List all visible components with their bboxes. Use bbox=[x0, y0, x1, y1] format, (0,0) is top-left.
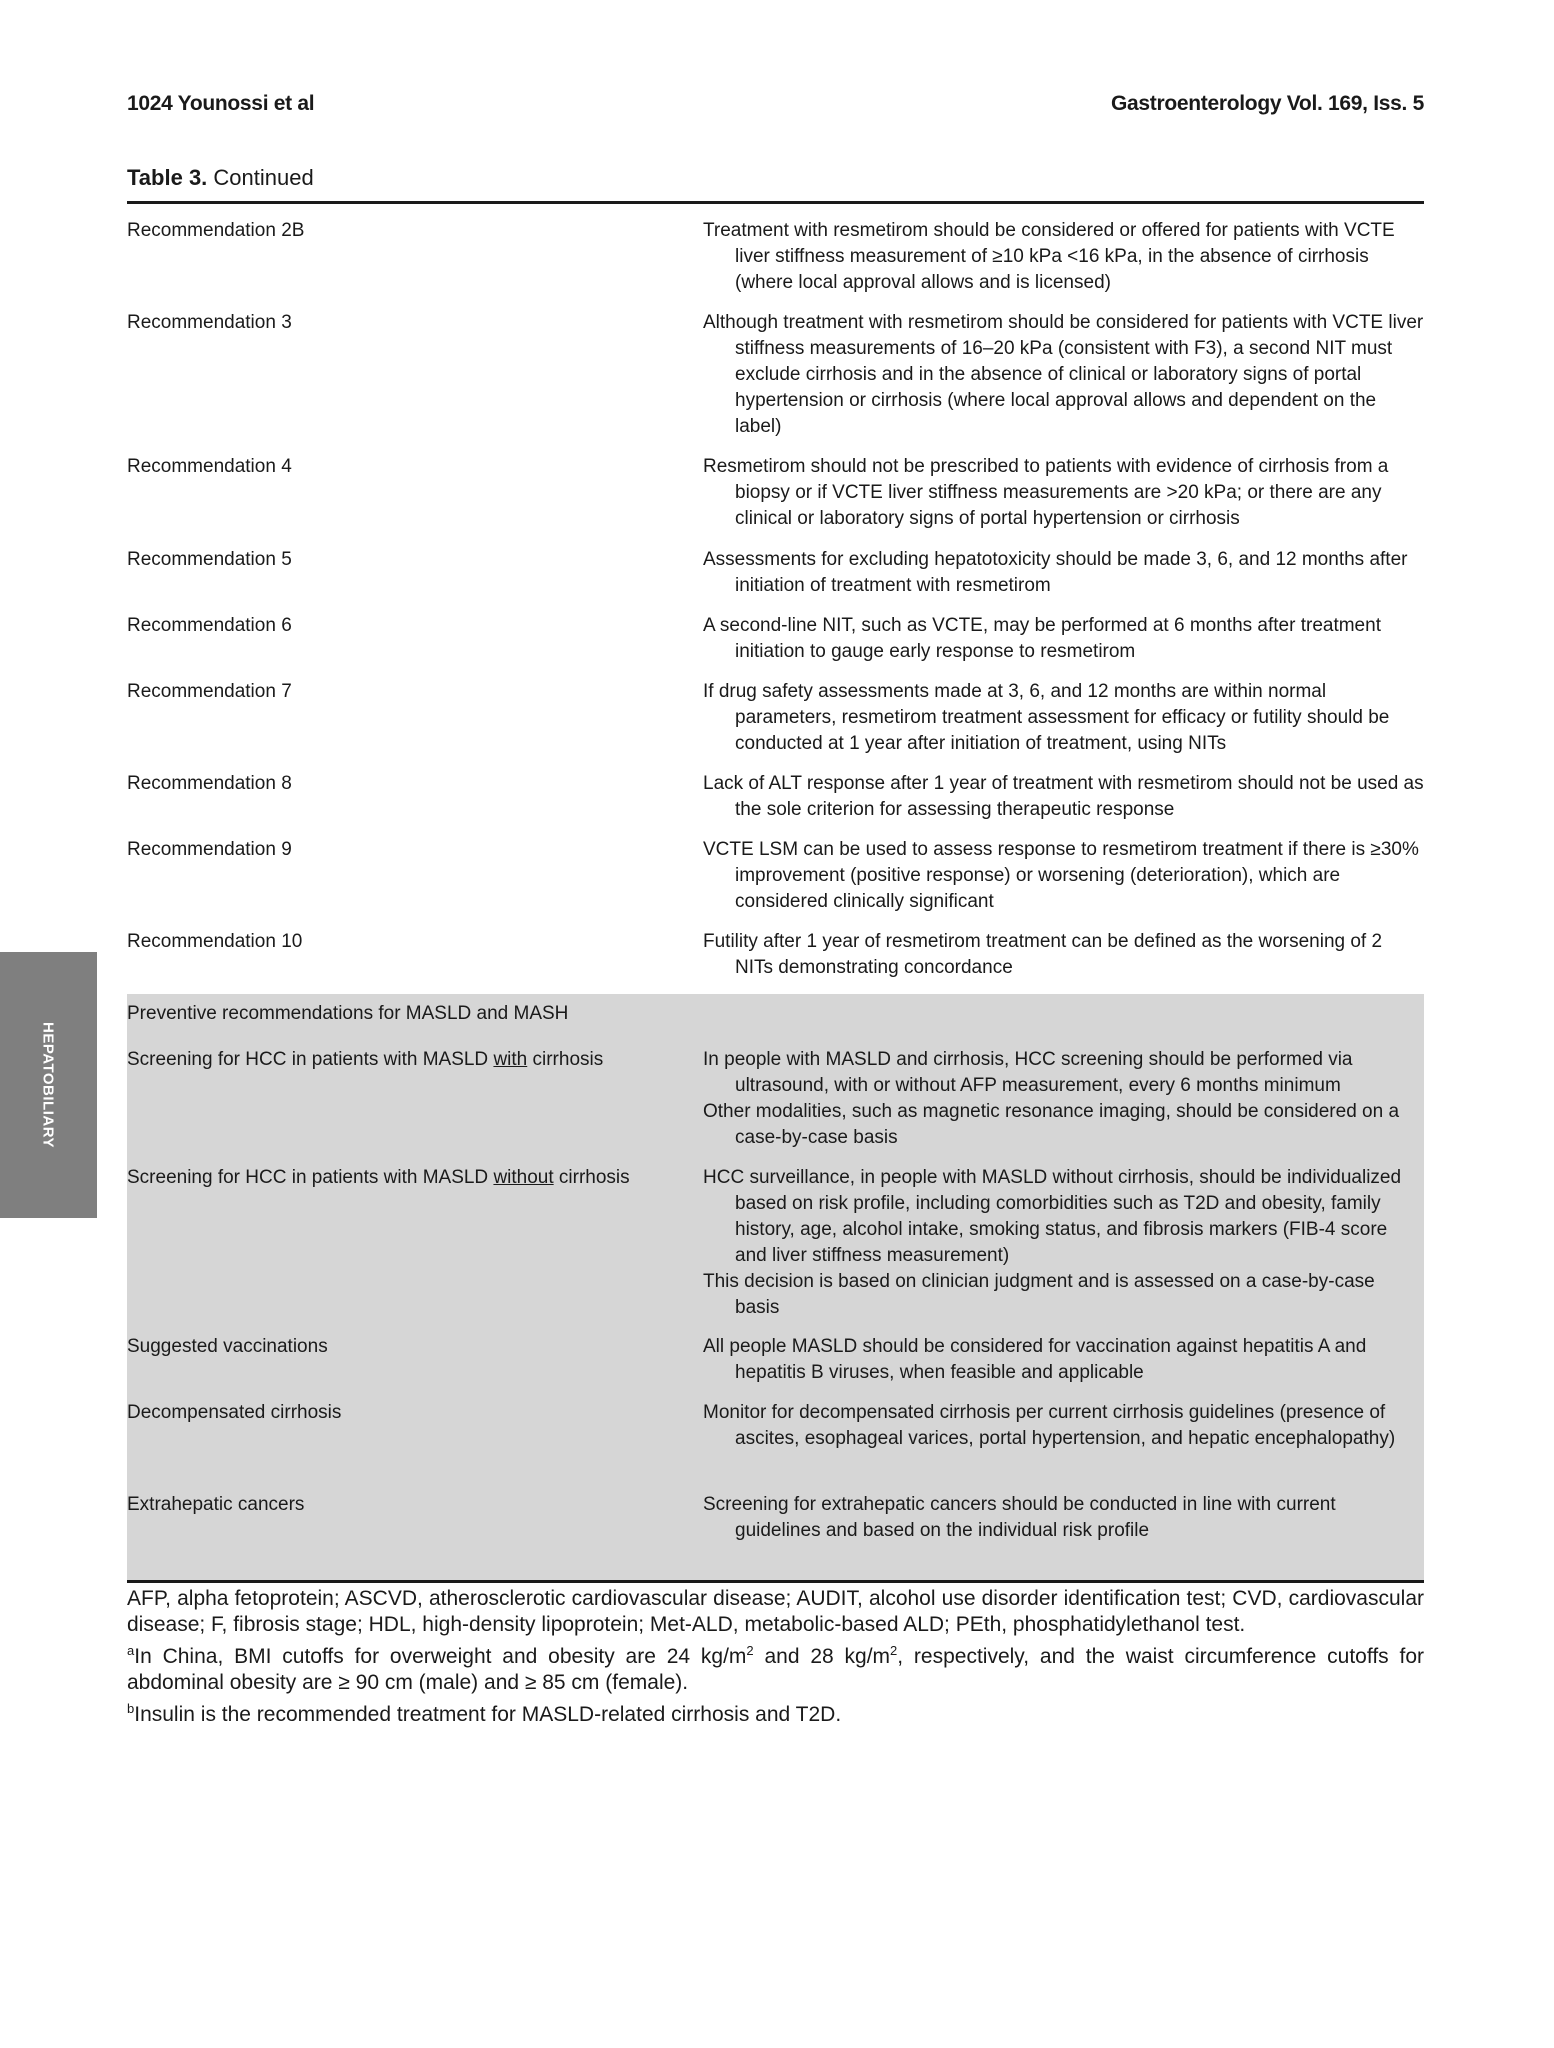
shaded-row-text bbox=[703, 1165, 1424, 1321]
table-row-label: Recommendation 10 bbox=[127, 931, 303, 952]
running-head bbox=[127, 92, 1424, 120]
shaded-row-label bbox=[127, 1047, 699, 1073]
table-row-text bbox=[703, 771, 1424, 823]
shaded-row-text-paragraph: Screening for extrahepatic cancers should be conducted in line with current guidelines and based on the individual risk profile bbox=[703, 1494, 1336, 1541]
table-row-label: Recommendation 3 bbox=[127, 312, 292, 333]
table-row-text bbox=[703, 679, 1424, 757]
shaded-row-label-underlined: without bbox=[493, 1167, 554, 1188]
table-row-text-paragraph: Although treatment with resmetirom should be considered for patients with VCTE liver stiffness measurements of 16–20 kPa (consistent with F3), a second NIT must exclude cirrhosis and in the absence of clinical or laboratory signs of portal hypertension or cirrhosis (where local approval allows and dependent on the label) bbox=[703, 312, 1424, 437]
shaded-row-text bbox=[703, 1047, 1424, 1151]
shaded-row-text bbox=[703, 1334, 1424, 1386]
shaded-row-label-post: cirrhosis bbox=[527, 1049, 604, 1070]
running-head-right: Gastroenterology Vol. 169, Iss. 5 bbox=[1111, 92, 1424, 115]
shaded-row-text-paragraph: Monitor for decompensated cirrhosis per current cirrhosis guidelines (presence of ascites, esophageal varices, portal hypertension, and hepatic encephalopathy) bbox=[703, 1402, 1396, 1449]
table-row-label: Recommendation 9 bbox=[127, 839, 292, 860]
table-top-rule bbox=[127, 201, 1424, 204]
table-row-text-paragraph: VCTE LSM can be used to assess response to resmetirom treatment if there is ≥30% improvement (positive response) or worsening (deterioration), which are considered clinically significant bbox=[703, 839, 1419, 912]
table-row-label: Recommendation 8 bbox=[127, 773, 292, 794]
footnote-a-marker: a bbox=[127, 1643, 135, 1658]
footnote-a-sup-2: 2 bbox=[890, 1643, 898, 1658]
table-caption-text: Continued bbox=[213, 165, 314, 190]
shaded-row-text-paragraph: HCC surveillance, in people with MASLD without cirrhosis, should be individualized based on risk profile, including comorbidities such as T2D and obesity, family history, age, alcohol intake, smoking status, and fibrosis markers (FIB-4 score and liver stiffness measurement) bbox=[703, 1167, 1402, 1266]
table-row-text bbox=[703, 454, 1424, 532]
shaded-row-label-pre: Decompensated cirrhosis bbox=[127, 1402, 342, 1423]
shaded-row-text bbox=[703, 1492, 1424, 1544]
table-row-label: Recommendation 4 bbox=[127, 456, 292, 477]
footnote-b-text: Insulin is the recommended treatment for MASLD-related cirrhosis and T2D. bbox=[134, 1703, 842, 1726]
table-caption bbox=[127, 165, 314, 191]
table-caption-label: Table 3. bbox=[127, 165, 208, 190]
table-row-text-paragraph: A second-line NIT, such as VCTE, may be performed at 6 months after treatment initiation to gauge early response to resmetirom bbox=[703, 615, 1381, 662]
footnote-b bbox=[127, 1696, 1424, 1728]
table-row-text-paragraph: If drug safety assessments made at 3, 6, and 12 months are within normal parameters, resmetirom treatment assessment for efficacy or futility should be conducted at 1 year after initiation of treatment, using NITs bbox=[703, 681, 1390, 754]
table-row-text bbox=[703, 547, 1424, 599]
footnote-a-text-2: and 28 kg/m bbox=[753, 1645, 891, 1668]
footnote-abbreviations: AFP, alpha fetoprotein; ASCVD, atherosclerotic cardiovascular disease; AUDIT, alcohol use disorder identification test; CVD, cardiovascular disease; F, fibrosis stage; HDL, high-density lipoprotein; Met-ALD, metabolic-based ALD; PEth, phosphatidylethanol test. bbox=[127, 1587, 1424, 1636]
table-row-text-paragraph: Treatment with resmetirom should be considered or offered for patients with VCTE liver stiffness measurement of ≥10 kPa <16 kPa, in the absence of cirrhosis (where local approval allows and is licensed) bbox=[703, 220, 1395, 293]
table-row-text-paragraph: Lack of ALT response after 1 year of treatment with resmetirom should not be used as the sole criterion for assessing therapeutic response bbox=[703, 773, 1424, 820]
shaded-row-label bbox=[127, 1492, 699, 1518]
table-row-text bbox=[703, 837, 1424, 915]
shaded-row-label-pre: Screening for HCC in patients with MASLD bbox=[127, 1049, 494, 1070]
shaded-row-label-underlined: with bbox=[493, 1049, 528, 1070]
shaded-row-label bbox=[127, 1400, 699, 1426]
running-head-left: 1024 Younossi et al bbox=[127, 92, 315, 115]
table-row-text bbox=[703, 929, 1424, 981]
shaded-row-text bbox=[703, 1400, 1424, 1452]
table-row-text-paragraph: Futility after 1 year of resmetirom treatment can be defined as the worsening of 2 NITs demonstrating concordance bbox=[703, 931, 1383, 978]
footnote-b-marker: b bbox=[127, 1701, 135, 1716]
footnote-a bbox=[127, 1638, 1424, 1696]
shaded-row-text-paragraph: In people with MASLD and cirrhosis, HCC screening should be performed via ultrasound, with or without AFP measurement, every 6 months minimum bbox=[703, 1049, 1353, 1096]
table-row-label: Recommendation 6 bbox=[127, 615, 292, 636]
table-row-label: Recommendation 2B bbox=[127, 220, 305, 241]
shaded-row-label-pre: Suggested vaccinations bbox=[127, 1336, 328, 1357]
shaded-row-label-pre: Extrahepatic cancers bbox=[127, 1494, 305, 1515]
shaded-row-label-pre: Screening for HCC in patients with MASLD bbox=[127, 1167, 494, 1188]
shaded-row-label bbox=[127, 1165, 699, 1191]
footnote-a-sup-1: 2 bbox=[746, 1643, 754, 1658]
footnote-a-text-3: , respectively, and the waist circumference cutoffs for abdominal obesity are ≥ 90 cm (male) and ≥ 85 cm (female). bbox=[127, 1645, 1424, 1694]
footnote-a-text-1: In China, BMI cutoffs for overweight and obesity are 24 kg/m bbox=[134, 1645, 747, 1668]
table-row-text bbox=[703, 218, 1424, 296]
table-row-label: Recommendation 7 bbox=[127, 681, 292, 702]
shaded-row-text-paragraph: Other modalities, such as magnetic resonance imaging, should be considered on a case-by-case basis bbox=[703, 1101, 1400, 1148]
table-row-label: Recommendation 5 bbox=[127, 549, 292, 570]
shaded-row-label bbox=[127, 1334, 699, 1360]
table-bottom-rule bbox=[127, 1580, 1424, 1583]
section-side-tab-label: HEPATOBILIARY bbox=[39, 1022, 57, 1148]
shaded-row-text-paragraph: All people MASLD should be considered for vaccination against hepatitis A and hepatitis B viruses, when feasible and applicable bbox=[703, 1336, 1367, 1383]
table-row-text-paragraph: Resmetirom should not be prescribed to patients with evidence of cirrhosis from a biopsy or if VCTE liver stiffness measurements are >20 kPa; or there are any clinical or laboratory signs of portal hypertension or cirrhosis bbox=[703, 456, 1389, 529]
shaded-row-text-paragraph: This decision is based on clinician judgment and is assessed on a case-by-case basis bbox=[703, 1271, 1375, 1318]
shaded-row-label-post: cirrhosis bbox=[553, 1167, 630, 1188]
table-footnotes bbox=[127, 1586, 1424, 1728]
table-row-text bbox=[703, 310, 1424, 440]
table-row-text-paragraph: Assessments for excluding hepatotoxicity should be made 3, 6, and 12 months after initiation of treatment with resmetirom bbox=[703, 549, 1408, 596]
table-row-text bbox=[703, 613, 1424, 665]
section-heading: Preventive recommendations for MASLD and MASH bbox=[127, 1003, 569, 1024]
